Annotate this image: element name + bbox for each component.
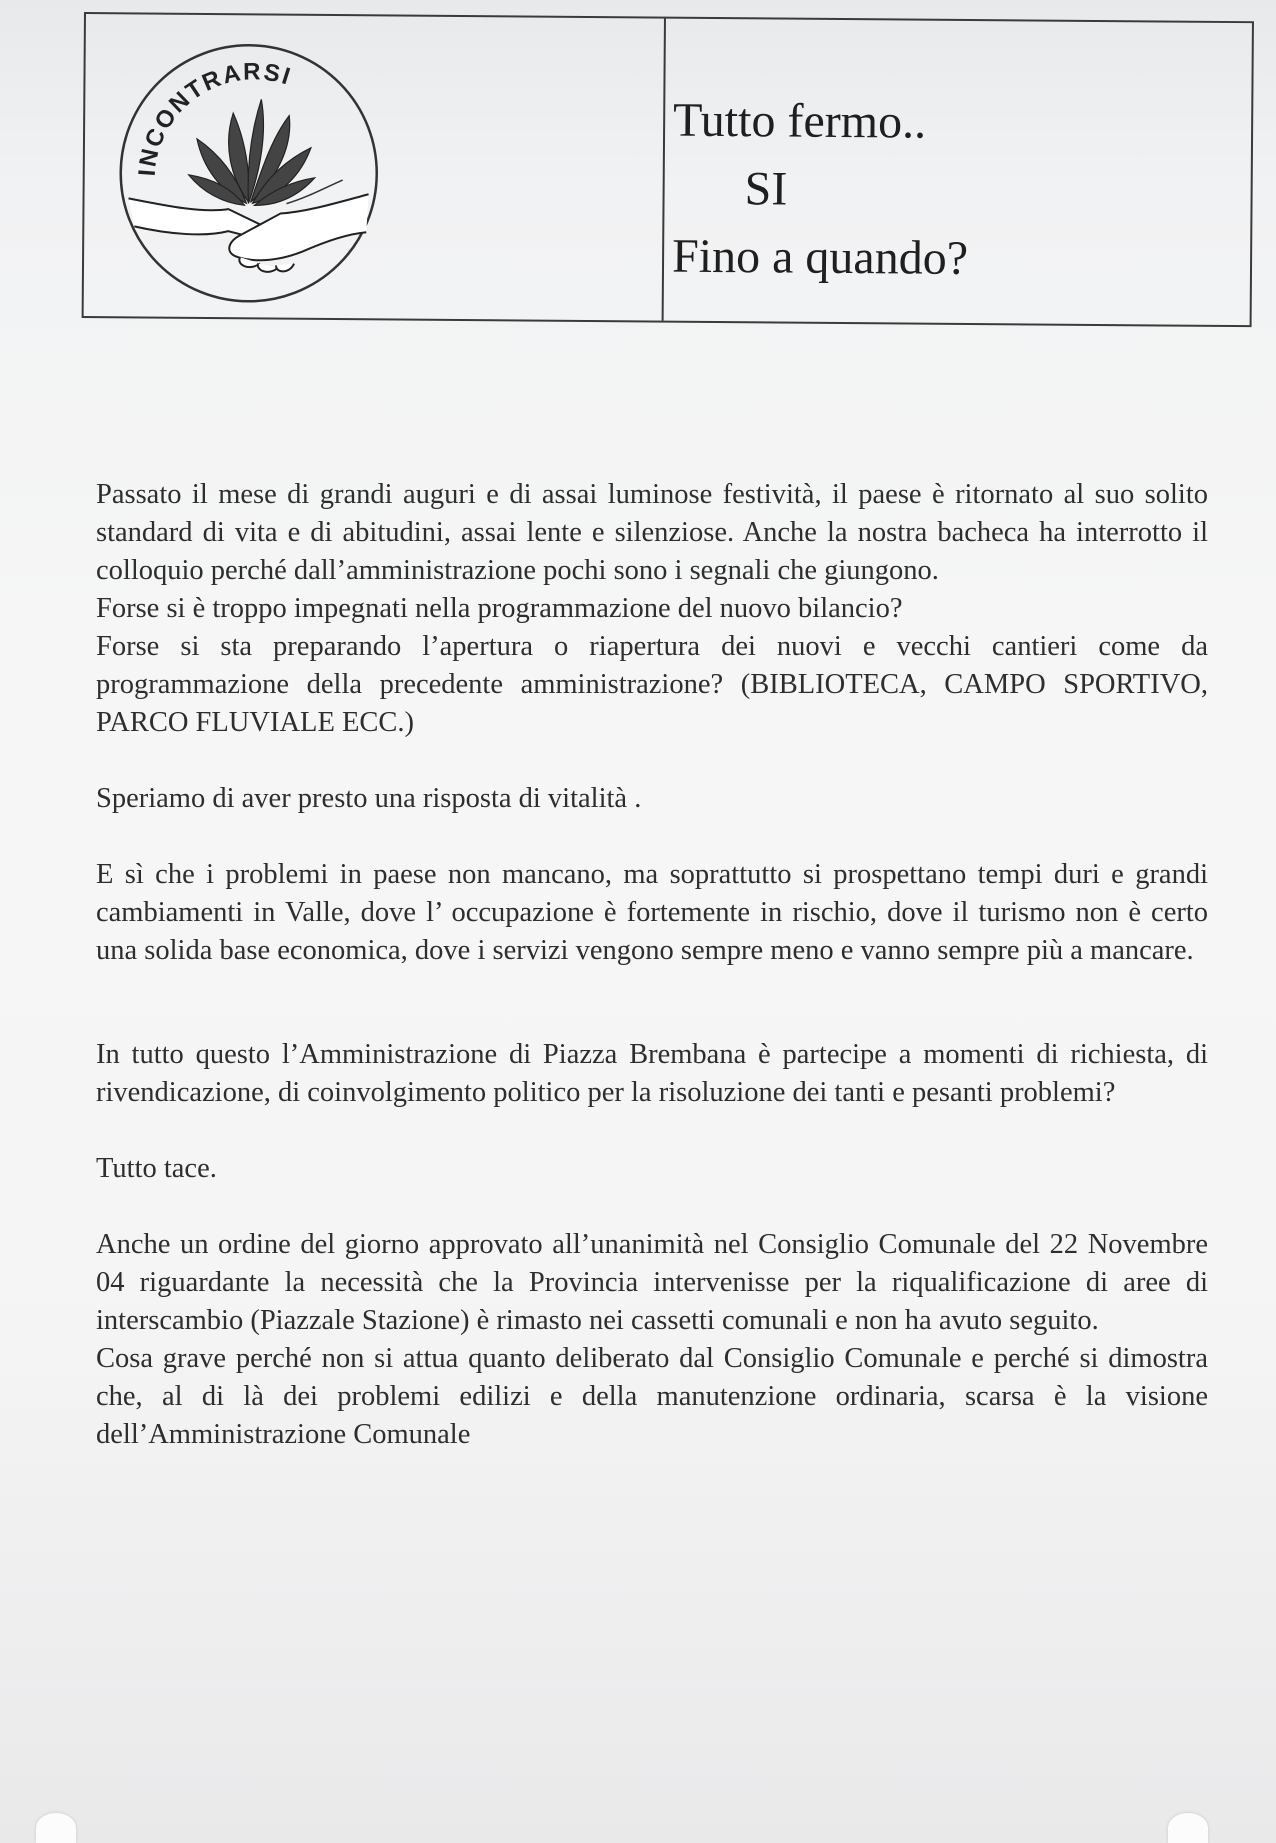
mounting-clip-left	[36, 1813, 76, 1843]
paragraph-6: In tutto questo l’Amministrazione di Piazza Brembana è partecipe a momenti di richiesta, di rivendicazione, di coinvolgimento politico per la risoluzione dei tanti e pesanti problemi?	[96, 1039, 1208, 1108]
paragraph-8: Anche un ordine del giorno approvato all’unanimità nel Consiglio Comunale del 22 Novembre 04 riguardante la necessità che la Provincia intervenisse per la riqualificazione di aree di interscambio (Piazzale Stazione) è rimasto nei cassetti comunali e non ha avuto seguito.	[96, 1229, 1208, 1336]
paragraph-9: Cosa grave perché non si attua quanto deliberato dal Consiglio Comunale e perché si dimostra che, al di là dei problemi edilizi e della manutenzione ordinaria, scarsa è la visione dell’Amministrazione Comunale	[96, 1343, 1208, 1450]
spacer	[96, 1112, 1208, 1150]
header-box	[82, 12, 1254, 327]
header-divider	[662, 19, 666, 321]
paragraph-3: Forse si sta preparando l’apertura o riapertura dei nuovi e vecchi cantieri come da programmazione della precedente amministrazione? (BIBLIOTECA, CAMPO SPORTIVO, PARCO FLUVIALE ECC.)	[96, 631, 1208, 738]
paragraph-5: E sì che i problemi in paese non mancano, ma soprattutto si prospettano tempi duri e grandi cambiamenti in Valle, dove l’ occupazione è fortemente in rischio, dove il turismo non è certo una solida base economica, dove i servizi vengono sempre meno e vanno sempre più a mancare.	[96, 859, 1208, 966]
paragraph-4: Speriamo di aver presto una risposta di vitalità .	[96, 783, 642, 814]
title-line-3: Fino a quando?	[671, 229, 969, 285]
spacer	[96, 970, 1208, 1036]
notice-body	[96, 476, 1208, 1454]
paragraph-1: Passato il mese di grandi auguri e di assai luminose festività, il paese è ritornato al suo solito standard di vita e di abitudini, assai lente e silenziose. Anche la nostra bacheca ha interrotto il colloquio perché dall’amministrazione pochi sono i segnali che giungono.	[96, 479, 1208, 586]
spacer	[96, 818, 1208, 856]
mounting-clip-right	[1168, 1813, 1208, 1843]
logo-arc-text: INCONTRARSI	[133, 58, 296, 178]
header-title	[672, 87, 1234, 295]
incontrarsi-logo	[110, 26, 388, 304]
paragraph-7: Tutto tace.	[96, 1153, 217, 1184]
paragraph-2: Forse si è troppo impegnati nella programmazione del nuovo bilancio?	[96, 593, 903, 624]
title-line-1: Tutto fermo..	[672, 93, 927, 149]
title-line-2: SI	[744, 162, 788, 216]
spacer	[96, 742, 1208, 780]
spacer	[96, 1188, 1208, 1226]
